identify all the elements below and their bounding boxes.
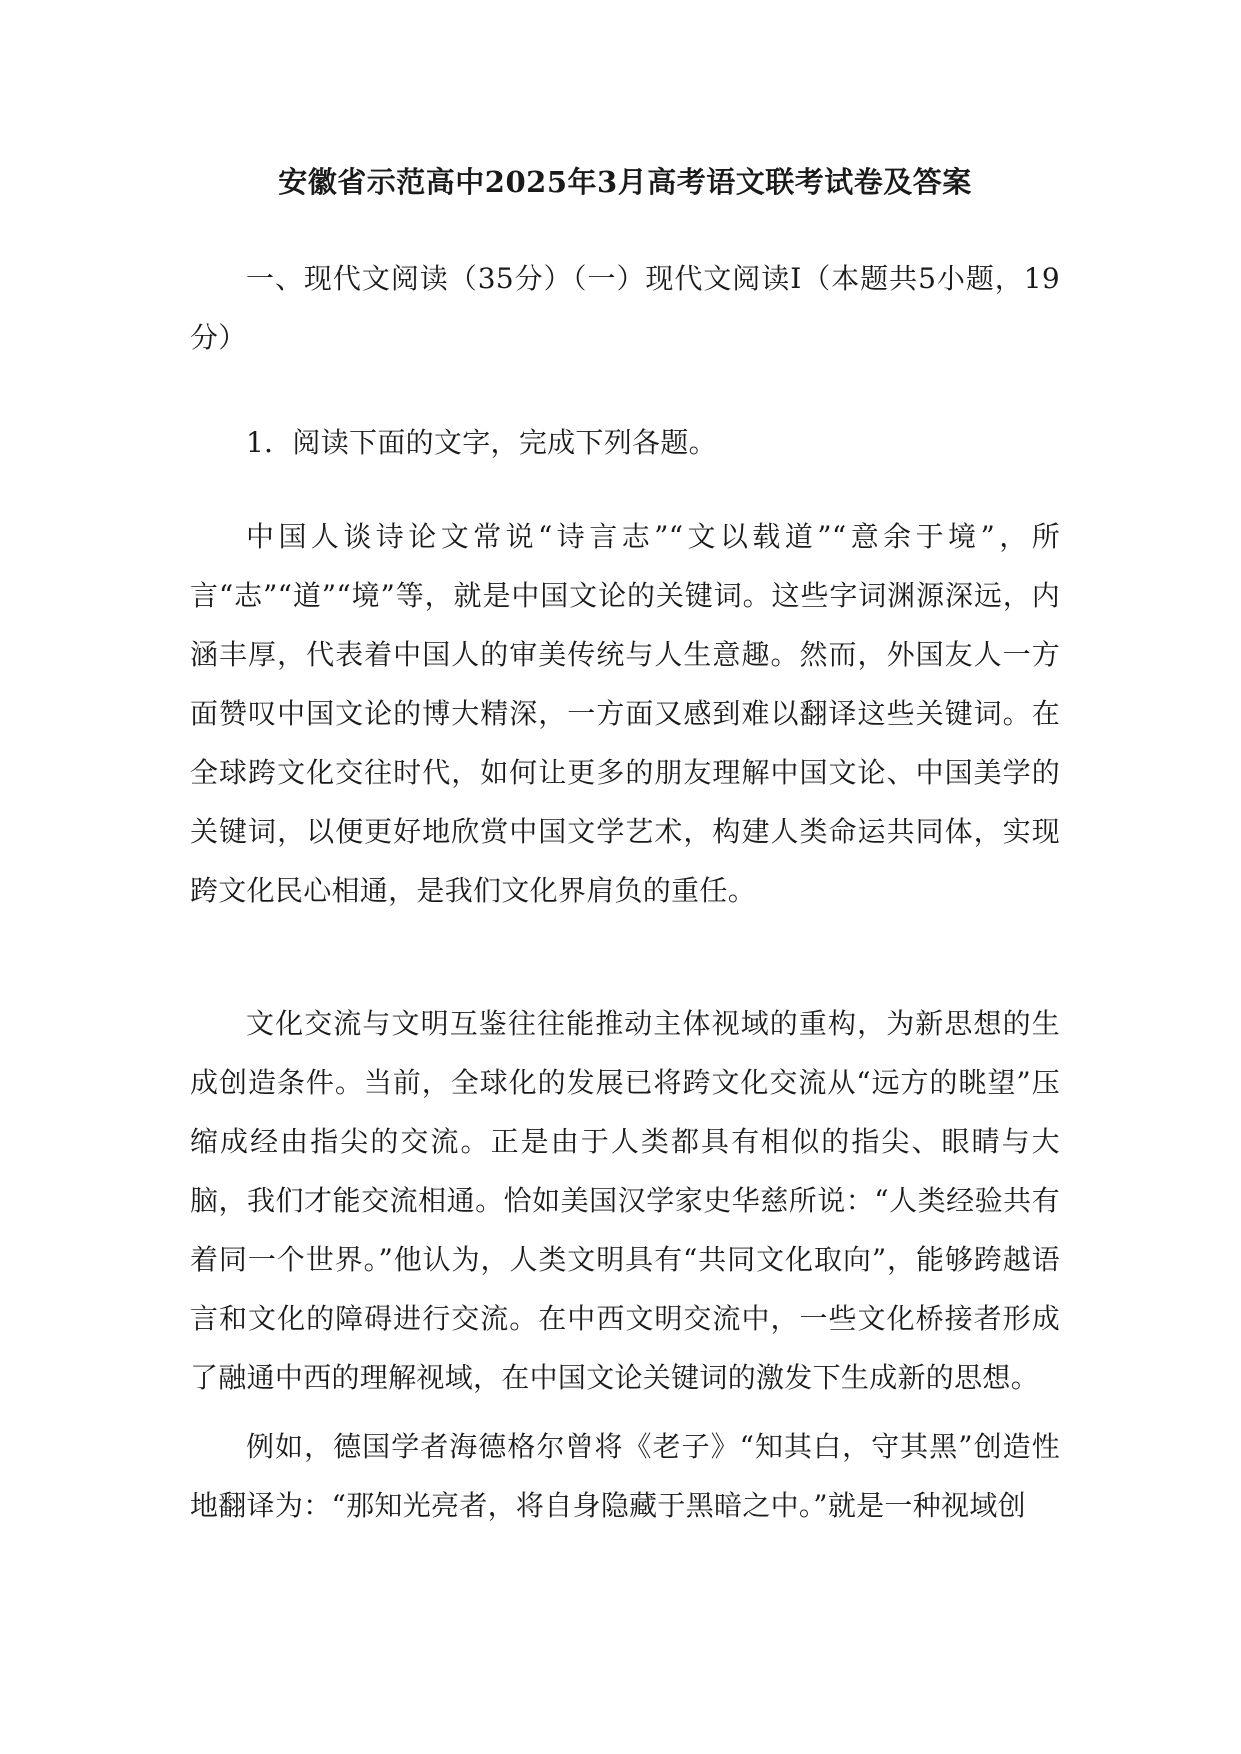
- question-prompt: 1．阅读下面的文字，完成下列各题。: [246, 426, 717, 459]
- section-heading: 一、现代文阅读（35分）（一）现代文阅读I（本题共5小题，19分）: [190, 262, 1060, 354]
- paragraph: 文化交流与文明互鉴往往能推动主体视域的重构，为新思想的生成创造条件。当前，全球化的发展已将跨文化交流从“远方的眺望”压缩成经由指尖的交流。正是由于人类都具有相似的指尖、眼睛与大脑，我们才能交流相通。恰如美国汉学家史华慈所说：“人类经验共有着同一个世界。”他认为，人类文明具有“共同文化取向”，能够跨越语言和文化的障碍进行交流。在中西文明交流中，一些文化桥接者形成了融通中西的理解视域，在中国文论关键词的激发下生成新的思想。: [190, 1007, 1060, 1394]
- document-title: 安徽省示范高中2025年3月高考语文联考试卷及答案: [278, 165, 972, 199]
- paragraph: 中国人谈诗论文常说“诗言志”“文以载道”“意余于境”，所言“志”“道”“境”等，就是中国文论的关键词。这些字词渊源深远，内涵丰厚，代表着中国人的审美传统与人生意趣。然而，外国友人一方面赞叹中国文论的博大精深，一方面又感到难以翻译这些关键词。在全球跨文化交往时代，如何让更多的朋友理解中国文论、中国美学的关键词，以便更好地欣赏中国文学艺术，构建人类命运共同体，实现跨文化民心相通，是我们文化界肩负的重任。: [190, 520, 1060, 907]
- paragraph: 例如，德国学者海德格尔曾将《老子》“知其白，守其黑”创造性地翻译为：“那知光亮者，将自身隐藏于黑暗之中。”就是一种视域创: [190, 1430, 1060, 1522]
